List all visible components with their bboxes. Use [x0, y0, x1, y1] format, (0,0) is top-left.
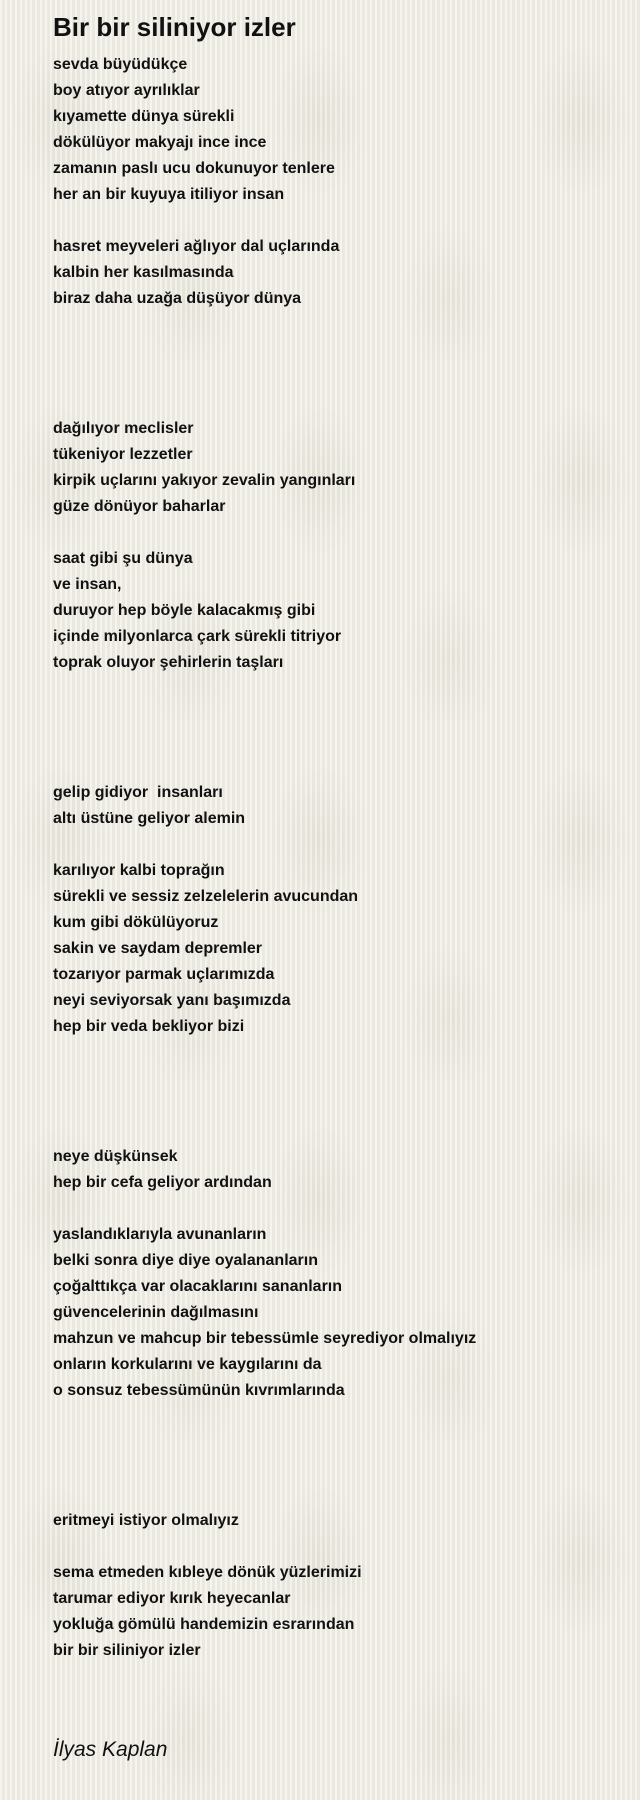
stanza-gap [53, 832, 613, 858]
stanza-gap [53, 1196, 613, 1222]
stanza-gap [53, 312, 613, 338]
stanza-gap [53, 1430, 613, 1456]
poem-line: biraz daha uzağa düşüyor dünya [53, 290, 302, 307]
poem-author: İlyas Kaplan [53, 1738, 168, 1761]
poem-line: içinde milyonlarca çark sürekli titriyor [53, 628, 342, 645]
stanza-gap [53, 1456, 613, 1482]
poem-line: sakin ve saydam depremler [53, 940, 263, 957]
poem-line: boy atıyor ayrılıklar [53, 82, 200, 99]
poem-line: hasret meyveleri ağlıyor dal uçlarında [53, 238, 340, 255]
stanza-gap [53, 1118, 613, 1144]
poem-body [53, 52, 613, 1664]
poem-line: dağılıyor meclisler [53, 420, 194, 437]
stanza-gap [53, 390, 613, 416]
stanza-gap [53, 1404, 613, 1430]
stanza-gap [53, 1066, 613, 1092]
stanza-gap [53, 338, 613, 364]
poem-line: gelip gidiyor insanları [53, 784, 223, 801]
poem-line: kıyamette dünya sürekli [53, 108, 235, 125]
poem-line: o sonsuz tebessümünün kıvrımlarında [53, 1382, 345, 1399]
poem-line: neyi seviyorsak yanı başımızda [53, 992, 291, 1009]
poem-line: altı üstüne geliyor alemin [53, 810, 246, 827]
poem-line: eritmeyi istiyor olmalıyız [53, 1512, 239, 1529]
poem-line: sürekli ve sessiz zelzelelerin avucundan [53, 888, 359, 905]
stanza-gap [53, 702, 613, 728]
poem-line: belki sonra diye diye oyalananların [53, 1252, 318, 1269]
poem-line: zamanın paslı ucu dokunuyor tenlere [53, 160, 335, 177]
poem-line: sema etmeden kıbleye dönük yüzlerimizi [53, 1564, 362, 1581]
stanza-gap [53, 1092, 613, 1118]
poem-line: toprak oluyor şehirlerin taşları [53, 654, 284, 671]
poem-line: yaslandıklarıyla avunanların [53, 1226, 267, 1243]
stanza-gap [53, 754, 613, 780]
poem-line: onların korkularını ve kaygılarını da [53, 1356, 322, 1373]
poem-line: kirpik uçlarını yakıyor zevalin yangınları [53, 472, 356, 489]
poem-line: karılıyor kalbi toprağın [53, 862, 225, 879]
poem-line: güvencelerinin dağılmasını [53, 1304, 259, 1321]
stanza-gap [53, 728, 613, 754]
poem-line: dökülüyor makyajı ince ince [53, 134, 267, 151]
stanza-gap [53, 364, 613, 390]
poem-line: her an bir kuyuya itiliyor insan [53, 186, 285, 203]
poem-line: güze dönüyor baharlar [53, 498, 226, 515]
poem-line: hep bir veda bekliyor bizi [53, 1018, 245, 1035]
poem-line: sevda büyüdükçe [53, 56, 188, 73]
stanza-gap [53, 1534, 613, 1560]
poem-line: ve insan, [53, 576, 122, 593]
poem-line: kum gibi dökülüyoruz [53, 914, 219, 931]
poem-title: Bir bir siliniyor izler [53, 12, 296, 42]
poem-line: kalbin her kasılmasında [53, 264, 234, 281]
poem-line: tükeniyor lezzetler [53, 446, 193, 463]
poem-line: saat gibi şu dünya [53, 550, 193, 567]
stanza-gap [53, 520, 613, 546]
poem-line: tozarıyor parmak uçlarımızda [53, 966, 275, 983]
poem-line: duruyor hep böyle kalacakmış gibi [53, 602, 316, 619]
stanza-gap [53, 1482, 613, 1508]
poem-line: yokluğa gömülü handemizin esrarından [53, 1616, 355, 1633]
stanza-gap [53, 676, 613, 702]
stanza-gap [53, 1040, 613, 1066]
poem-line: hep bir cefa geliyor ardından [53, 1174, 272, 1191]
poem-line: mahzun ve mahcup bir tebessümle seyrediyor olmalıyız [53, 1330, 477, 1347]
stanza-gap [53, 208, 613, 234]
poem-line: çoğalttıkça var olacaklarını sananların [53, 1278, 343, 1295]
poem-line: tarumar ediyor kırık heyecanlar [53, 1590, 291, 1607]
poem-line: bir bir siliniyor izler [53, 1642, 201, 1659]
poem-line: neye düşkünsek [53, 1148, 178, 1165]
